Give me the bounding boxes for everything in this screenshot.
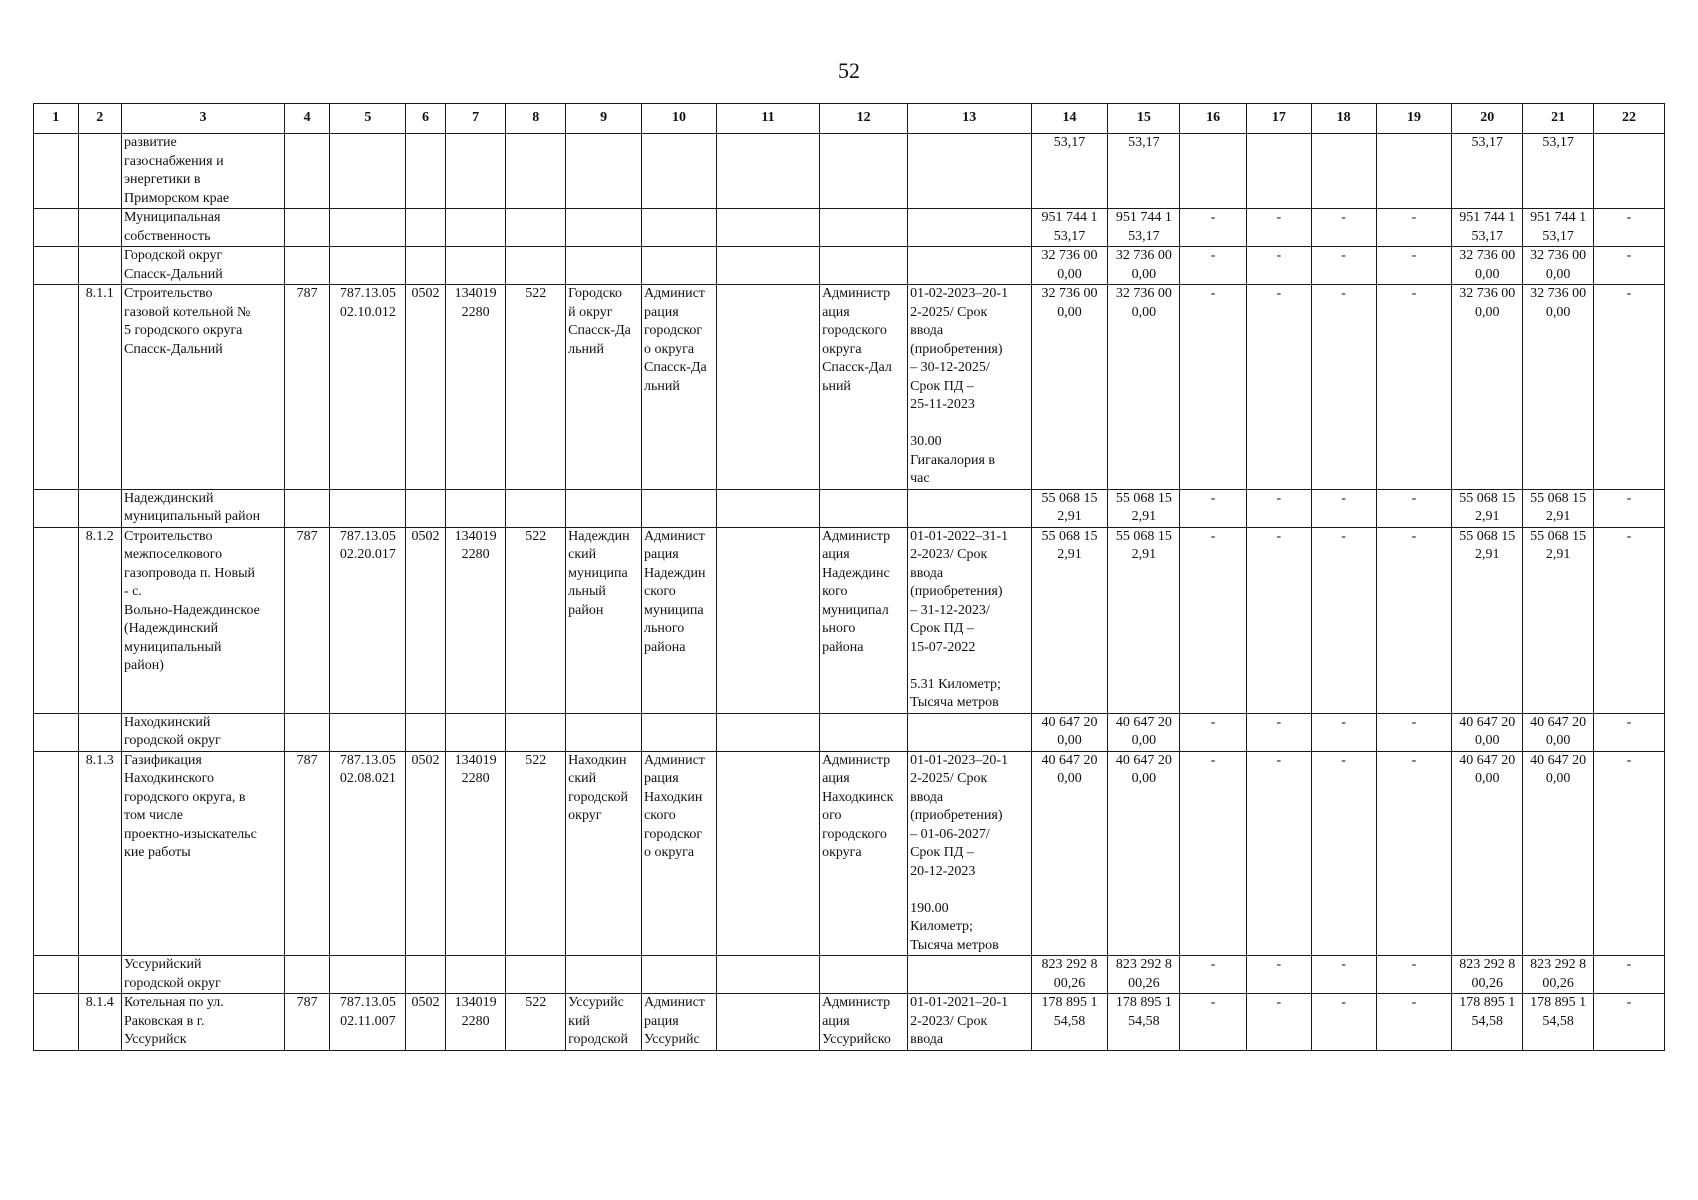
cell-col-18: -	[1311, 527, 1376, 713]
cell-col-5	[330, 247, 406, 285]
cell-col-20: 823 292 8 00,26	[1452, 956, 1523, 994]
cell-col-8: 522	[506, 994, 566, 1051]
column-header-14: 14	[1031, 104, 1108, 134]
cell-col-12	[820, 247, 908, 285]
cell-col-7: 134019 2280	[445, 527, 506, 713]
cell-col-11	[716, 209, 819, 247]
cell-col-8	[506, 956, 566, 994]
cell-col-13	[908, 713, 1031, 751]
cell-col-3: Котельная по ул. Раковская в г. Уссурийск	[122, 994, 285, 1051]
cell-col-3: Газификация Находкинского городского округа, в том числе проектно-изыскательс кие работы	[122, 751, 285, 956]
cell-col-12	[820, 713, 908, 751]
cell-col-17: -	[1247, 489, 1312, 527]
cell-col-5	[330, 713, 406, 751]
cell-col-20: 951 744 1 53,17	[1452, 209, 1523, 247]
cell-col-12	[820, 489, 908, 527]
cell-col-9	[566, 247, 642, 285]
cell-col-14: 951 744 1 53,17	[1031, 209, 1108, 247]
cell-col-4: 787	[284, 994, 330, 1051]
cell-col-6: 0502	[406, 751, 445, 956]
cell-col-1	[34, 134, 79, 209]
cell-col-2	[78, 134, 122, 209]
cell-col-5: 787.13.05 02.10.012	[330, 285, 406, 490]
cell-col-9	[566, 134, 642, 209]
column-header-20: 20	[1452, 104, 1523, 134]
column-header-21: 21	[1523, 104, 1594, 134]
cell-col-11	[716, 713, 819, 751]
cell-col-14: 53,17	[1031, 134, 1108, 209]
cell-col-17: -	[1247, 209, 1312, 247]
cell-col-15: 32 736 00 0,00	[1108, 247, 1180, 285]
cell-col-20: 40 647 20 0,00	[1452, 751, 1523, 956]
cell-col-17	[1247, 134, 1312, 209]
cell-col-18: -	[1311, 285, 1376, 490]
table-row	[34, 956, 1665, 994]
column-header-5: 5	[330, 104, 406, 134]
column-header-1: 1	[34, 104, 79, 134]
cell-col-15: 40 647 20 0,00	[1108, 751, 1180, 956]
cell-col-4	[284, 247, 330, 285]
cell-col-5: 787.13.05 02.08.021	[330, 751, 406, 956]
cell-col-4	[284, 489, 330, 527]
cell-col-15: 53,17	[1108, 134, 1180, 209]
cell-col-13	[908, 489, 1031, 527]
cell-col-18: -	[1311, 247, 1376, 285]
cell-col-21: 32 736 00 0,00	[1523, 247, 1594, 285]
cell-col-9	[566, 713, 642, 751]
cell-col-16: -	[1180, 527, 1247, 713]
cell-col-3: развитие газоснабжения и энергетики в Приморском крае	[122, 134, 285, 209]
cell-col-22: -	[1594, 994, 1665, 1051]
cell-col-5	[330, 134, 406, 209]
cell-col-19: -	[1376, 489, 1452, 527]
cell-col-6	[406, 134, 445, 209]
cell-col-5	[330, 209, 406, 247]
cell-col-16: -	[1180, 209, 1247, 247]
cell-col-14: 823 292 8 00,26	[1031, 956, 1108, 994]
cell-col-6	[406, 713, 445, 751]
cell-col-1	[34, 247, 79, 285]
cell-col-10: Админист рация Уссурийс	[642, 994, 717, 1051]
cell-col-1	[34, 527, 79, 713]
cell-col-8: 522	[506, 285, 566, 490]
cell-col-12	[820, 956, 908, 994]
cell-col-7	[445, 209, 506, 247]
cell-col-9	[566, 489, 642, 527]
cell-col-1	[34, 285, 79, 490]
cell-col-19: -	[1376, 956, 1452, 994]
cell-col-7	[445, 247, 506, 285]
cell-col-15: 40 647 20 0,00	[1108, 713, 1180, 751]
cell-col-18: -	[1311, 713, 1376, 751]
cell-col-3: Муниципальная собственность	[122, 209, 285, 247]
cell-col-4	[284, 956, 330, 994]
cell-col-5	[330, 489, 406, 527]
cell-col-7: 134019 2280	[445, 285, 506, 490]
cell-col-13: 01-01-2023–20-1 2-2025/ Срок ввода (приобретения) – 01-06-2027/ Срок ПД – 20-12-2023 190.00 Километр; Тысяча метров	[908, 751, 1031, 956]
table-row	[34, 247, 1665, 285]
cell-col-11	[716, 489, 819, 527]
cell-col-10: Админист рация городског о округа Спасск-Да льний	[642, 285, 717, 490]
cell-col-3: Строительство газовой котельной № 5 городского округа Спасск-Дальний	[122, 285, 285, 490]
cell-col-18: -	[1311, 994, 1376, 1051]
cell-col-19: -	[1376, 247, 1452, 285]
cell-col-16: -	[1180, 994, 1247, 1051]
cell-col-5: 787.13.05 02.11.007	[330, 994, 406, 1051]
cell-col-12	[820, 209, 908, 247]
cell-col-11	[716, 994, 819, 1051]
cell-col-7: 134019 2280	[445, 994, 506, 1051]
cell-col-9: Городско й округ Спасск-Да льний	[566, 285, 642, 490]
cell-col-10: Админист рация Надеждин ского муниципа льного района	[642, 527, 717, 713]
program-table	[33, 103, 1665, 1051]
column-header-22: 22	[1594, 104, 1665, 134]
cell-col-17: -	[1247, 247, 1312, 285]
cell-col-22: -	[1594, 713, 1665, 751]
cell-col-12: Администр ация Находкинск ого городского округа	[820, 751, 908, 956]
cell-col-4	[284, 209, 330, 247]
cell-col-4	[284, 713, 330, 751]
cell-col-2	[78, 209, 122, 247]
cell-col-2	[78, 247, 122, 285]
cell-col-21: 178 895 1 54,58	[1523, 994, 1594, 1051]
cell-col-19: -	[1376, 527, 1452, 713]
cell-col-2	[78, 713, 122, 751]
cell-col-15: 55 068 15 2,91	[1108, 527, 1180, 713]
cell-col-2	[78, 489, 122, 527]
column-header-15: 15	[1108, 104, 1180, 134]
cell-col-1	[34, 713, 79, 751]
table-row	[34, 489, 1665, 527]
cell-col-16: -	[1180, 489, 1247, 527]
cell-col-7	[445, 956, 506, 994]
column-header-6: 6	[406, 104, 445, 134]
column-header-4: 4	[284, 104, 330, 134]
column-header-19: 19	[1376, 104, 1452, 134]
cell-col-11	[716, 285, 819, 490]
column-header-2: 2	[78, 104, 122, 134]
cell-col-13: 01-01-2022–31-1 2-2023/ Срок ввода (приобретения) – 31-12-2023/ Срок ПД – 15-07-2022 5.31 Километр; Тысяча метров	[908, 527, 1031, 713]
cell-col-17: -	[1247, 285, 1312, 490]
cell-col-15: 178 895 1 54,58	[1108, 994, 1180, 1051]
cell-col-20: 40 647 20 0,00	[1452, 713, 1523, 751]
cell-col-14: 40 647 20 0,00	[1031, 713, 1108, 751]
cell-col-17: -	[1247, 527, 1312, 713]
cell-col-11	[716, 247, 819, 285]
cell-col-2: 8.1.4	[78, 994, 122, 1051]
cell-col-12: Администр ация городского округа Спасск-Дал ьний	[820, 285, 908, 490]
cell-col-11	[716, 134, 819, 209]
column-header-9: 9	[566, 104, 642, 134]
cell-col-1	[34, 956, 79, 994]
cell-col-9	[566, 209, 642, 247]
cell-col-13: 01-01-2021–20-1 2-2023/ Срок ввода	[908, 994, 1031, 1051]
cell-col-17: -	[1247, 994, 1312, 1051]
cell-col-8	[506, 134, 566, 209]
column-header-3: 3	[122, 104, 285, 134]
cell-col-10	[642, 134, 717, 209]
cell-col-10	[642, 209, 717, 247]
cell-col-14: 40 647 20 0,00	[1031, 751, 1108, 956]
cell-col-16: -	[1180, 751, 1247, 956]
cell-col-8	[506, 489, 566, 527]
table-row	[34, 713, 1665, 751]
cell-col-5: 787.13.05 02.20.017	[330, 527, 406, 713]
cell-col-3: Надеждинский муниципальный район	[122, 489, 285, 527]
cell-col-22: -	[1594, 956, 1665, 994]
cell-col-2: 8.1.1	[78, 285, 122, 490]
cell-col-22: -	[1594, 527, 1665, 713]
cell-col-16: -	[1180, 713, 1247, 751]
column-header-7: 7	[445, 104, 506, 134]
cell-col-6: 0502	[406, 994, 445, 1051]
cell-col-8	[506, 247, 566, 285]
cell-col-8	[506, 713, 566, 751]
cell-col-21: 951 744 1 53,17	[1523, 209, 1594, 247]
cell-col-13	[908, 209, 1031, 247]
cell-col-19: -	[1376, 285, 1452, 490]
cell-col-19	[1376, 134, 1452, 209]
cell-col-20: 55 068 15 2,91	[1452, 527, 1523, 713]
cell-col-3: Городской округ Спасск-Дальний	[122, 247, 285, 285]
cell-col-2: 8.1.2	[78, 527, 122, 713]
cell-col-10	[642, 247, 717, 285]
cell-col-14: 32 736 00 0,00	[1031, 285, 1108, 490]
cell-col-21: 32 736 00 0,00	[1523, 285, 1594, 490]
cell-col-4: 787	[284, 527, 330, 713]
cell-col-11	[716, 527, 819, 713]
cell-col-20: 32 736 00 0,00	[1452, 285, 1523, 490]
table-body	[34, 134, 1665, 1051]
cell-col-10	[642, 489, 717, 527]
cell-col-12: Администр ация Уссурийско	[820, 994, 908, 1051]
cell-col-22: -	[1594, 209, 1665, 247]
cell-col-15: 951 744 1 53,17	[1108, 209, 1180, 247]
cell-col-16	[1180, 134, 1247, 209]
cell-col-21: 55 068 15 2,91	[1523, 527, 1594, 713]
cell-col-1	[34, 489, 79, 527]
cell-col-21: 40 647 20 0,00	[1523, 751, 1594, 956]
cell-col-3: Уссурийский городской округ	[122, 956, 285, 994]
cell-col-8: 522	[506, 751, 566, 956]
cell-col-15: 32 736 00 0,00	[1108, 285, 1180, 490]
cell-col-18: -	[1311, 209, 1376, 247]
column-header-17: 17	[1247, 104, 1312, 134]
cell-col-20: 32 736 00 0,00	[1452, 247, 1523, 285]
cell-col-2: 8.1.3	[78, 751, 122, 956]
cell-col-17: -	[1247, 713, 1312, 751]
cell-col-22: -	[1594, 489, 1665, 527]
cell-col-1	[34, 209, 79, 247]
cell-col-11	[716, 751, 819, 956]
cell-col-1	[34, 994, 79, 1051]
cell-col-22: -	[1594, 247, 1665, 285]
cell-col-14: 55 068 15 2,91	[1031, 527, 1108, 713]
cell-col-5	[330, 956, 406, 994]
cell-col-14: 178 895 1 54,58	[1031, 994, 1108, 1051]
cell-col-6	[406, 247, 445, 285]
cell-col-6	[406, 489, 445, 527]
cell-col-9: Находкин ский городской округ	[566, 751, 642, 956]
cell-col-17: -	[1247, 751, 1312, 956]
cell-col-18: -	[1311, 489, 1376, 527]
cell-col-7	[445, 489, 506, 527]
cell-col-22: -	[1594, 751, 1665, 956]
cell-col-11	[716, 956, 819, 994]
table-row	[34, 209, 1665, 247]
cell-col-6: 0502	[406, 285, 445, 490]
cell-col-22: -	[1594, 285, 1665, 490]
cell-col-20: 53,17	[1452, 134, 1523, 209]
column-header-16: 16	[1180, 104, 1247, 134]
cell-col-22	[1594, 134, 1665, 209]
cell-col-17: -	[1247, 956, 1312, 994]
cell-col-8: 522	[506, 527, 566, 713]
cell-col-6	[406, 956, 445, 994]
cell-col-14: 55 068 15 2,91	[1031, 489, 1108, 527]
cell-col-19: -	[1376, 751, 1452, 956]
cell-col-9	[566, 956, 642, 994]
cell-col-7: 134019 2280	[445, 751, 506, 956]
cell-col-4: 787	[284, 751, 330, 956]
table-row	[34, 527, 1665, 713]
header-row	[34, 104, 1665, 134]
cell-col-10	[642, 713, 717, 751]
cell-col-12	[820, 134, 908, 209]
cell-col-3: Находкинский городской округ	[122, 713, 285, 751]
cell-col-18	[1311, 134, 1376, 209]
column-header-18: 18	[1311, 104, 1376, 134]
cell-col-4: 787	[284, 285, 330, 490]
cell-col-21: 40 647 20 0,00	[1523, 713, 1594, 751]
cell-col-12: Администр ация Надеждинс кого муниципал ьного района	[820, 527, 908, 713]
cell-col-16: -	[1180, 956, 1247, 994]
cell-col-10	[642, 956, 717, 994]
cell-col-20: 178 895 1 54,58	[1452, 994, 1523, 1051]
cell-col-8	[506, 209, 566, 247]
cell-col-6: 0502	[406, 527, 445, 713]
cell-col-9: Уссурийс кий городской	[566, 994, 642, 1051]
cell-col-21: 55 068 15 2,91	[1523, 489, 1594, 527]
column-header-13: 13	[908, 104, 1031, 134]
cell-col-15: 55 068 15 2,91	[1108, 489, 1180, 527]
cell-col-6	[406, 209, 445, 247]
cell-col-21: 823 292 8 00,26	[1523, 956, 1594, 994]
cell-col-1	[34, 751, 79, 956]
cell-col-13	[908, 247, 1031, 285]
cell-col-16: -	[1180, 285, 1247, 490]
cell-col-7	[445, 134, 506, 209]
cell-col-2	[78, 956, 122, 994]
table-row	[34, 285, 1665, 490]
cell-col-14: 32 736 00 0,00	[1031, 247, 1108, 285]
column-header-10: 10	[642, 104, 717, 134]
column-header-12: 12	[820, 104, 908, 134]
cell-col-3: Строительство межпоселкового газопровода п. Новый - с. Вольно-Надеждинское (Надеждинский муниципальный район)	[122, 527, 285, 713]
table-row	[34, 994, 1665, 1051]
cell-col-19: -	[1376, 713, 1452, 751]
cell-col-13	[908, 134, 1031, 209]
cell-col-19: -	[1376, 209, 1452, 247]
cell-col-18: -	[1311, 956, 1376, 994]
cell-col-13	[908, 956, 1031, 994]
cell-col-21: 53,17	[1523, 134, 1594, 209]
cell-col-16: -	[1180, 247, 1247, 285]
cell-col-10: Админист рация Находкин ского городског о округа	[642, 751, 717, 956]
table-row	[34, 751, 1665, 956]
cell-col-7	[445, 713, 506, 751]
page-number: 52	[838, 58, 860, 83]
column-header-11: 11	[716, 104, 819, 134]
cell-col-18: -	[1311, 751, 1376, 956]
cell-col-4	[284, 134, 330, 209]
cell-col-20: 55 068 15 2,91	[1452, 489, 1523, 527]
cell-col-15: 823 292 8 00,26	[1108, 956, 1180, 994]
cell-col-9: Надеждин ский муниципа льный район	[566, 527, 642, 713]
column-header-8: 8	[506, 104, 566, 134]
table-row	[34, 134, 1665, 209]
cell-col-13: 01-02-2023–20-1 2-2025/ Срок ввода (приобретения) – 30-12-2025/ Срок ПД – 25-11-2023 30.00 Гигакалория в час	[908, 285, 1031, 490]
cell-col-19: -	[1376, 994, 1452, 1051]
